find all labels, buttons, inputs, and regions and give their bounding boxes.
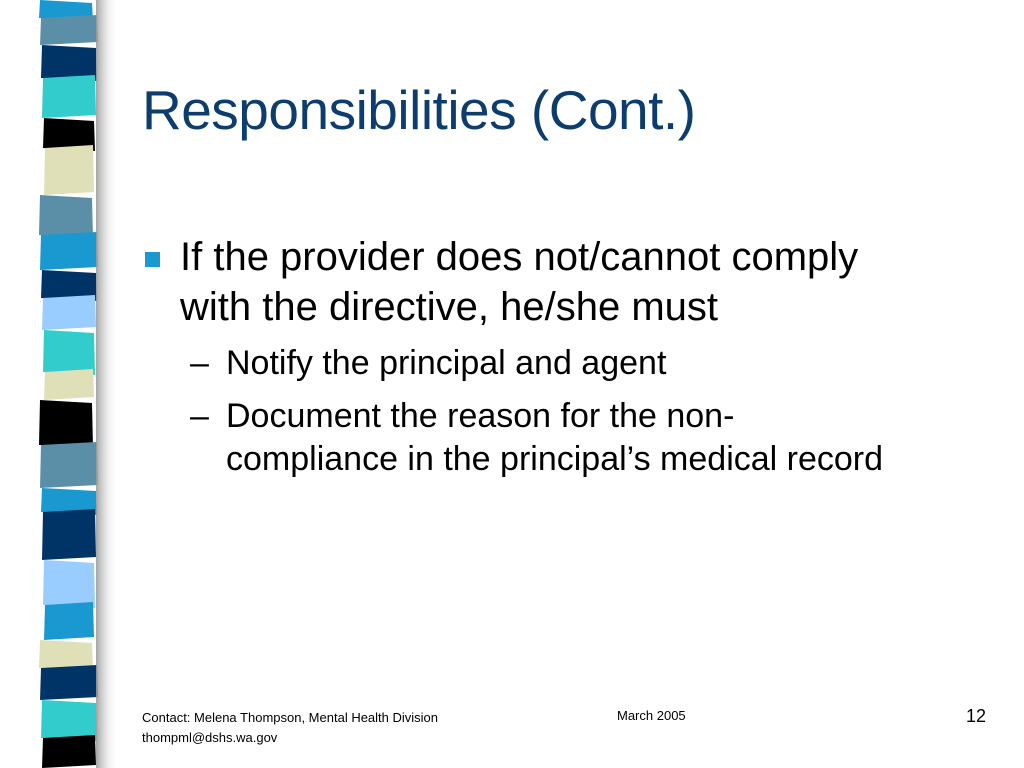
stripe-segment <box>39 400 93 448</box>
stripe-segment <box>44 145 94 195</box>
slide-title: Responsibilities (Cont.) <box>142 79 696 141</box>
stripe-segment <box>43 330 95 375</box>
footer-contact-name: Contact: Melena Thompson, Mental Health Division <box>142 710 439 725</box>
stripe-segment <box>40 665 98 700</box>
stripe-segment <box>42 295 96 330</box>
bullet-item <box>142 232 1002 332</box>
sub-bullet-text-line: Document the reason for the non- <box>226 397 735 435</box>
stripe-segment <box>44 369 94 400</box>
stripe-segment <box>42 735 96 768</box>
stripe-segment <box>39 195 93 238</box>
slide-number: 12 <box>966 706 987 726</box>
decorative-stripe-band <box>0 0 118 768</box>
sub-bullet-item <box>142 342 1002 385</box>
dash-bullet-icon: – <box>190 344 209 382</box>
bullet-text-line: with the directive, he/she must <box>180 285 719 329</box>
square-bullet-icon <box>145 252 160 267</box>
stripe-segment <box>44 602 94 640</box>
sub-bullet-text-line: Notify the principal and agent <box>226 344 667 382</box>
footer-contact <box>142 708 438 748</box>
footer-contact-email: thompml@dshs.wa.gov <box>142 730 278 745</box>
stripe-segment <box>40 15 98 45</box>
footer-date: March 2005 <box>617 708 686 723</box>
stripe-segment <box>42 509 96 560</box>
sub-bullet-item <box>142 395 1002 481</box>
stripe-graphic <box>0 0 118 768</box>
stripe-segment <box>43 560 95 608</box>
stripe-segment <box>40 232 98 270</box>
sub-bullet-text-line: compliance in the principal’s medical record <box>226 440 884 478</box>
stripe-segment <box>42 75 96 118</box>
stripe-segment <box>41 700 97 741</box>
stripe-segment <box>40 442 98 488</box>
dash-bullet-icon: – <box>190 397 209 435</box>
slide-body <box>142 232 1002 481</box>
bullet-text-line: If the provider does not/cannot comply <box>180 235 859 279</box>
